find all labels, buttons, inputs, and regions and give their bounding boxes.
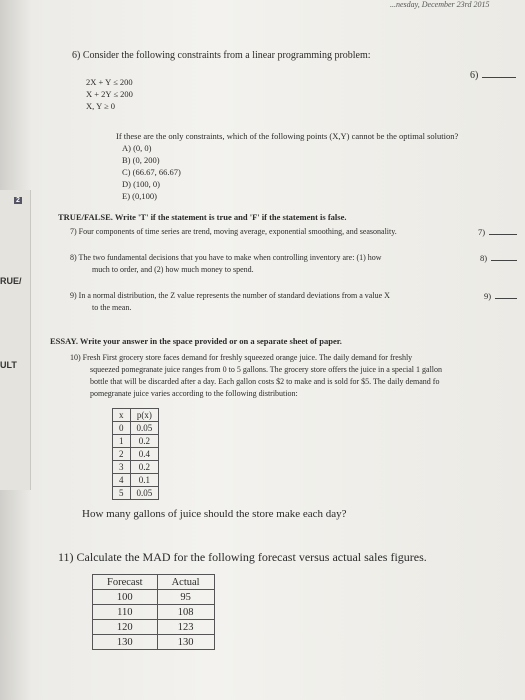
constraint-3: X, Y ≥ 0 — [86, 101, 116, 111]
date-header: ...nesday, December 23rd 2015 — [390, 0, 490, 9]
q7-answer-line — [478, 227, 517, 237]
q6-number: 6) — [470, 70, 479, 81]
q9-answer-line — [484, 291, 517, 301]
option-a: A) (0, 0) — [122, 143, 152, 153]
option-c: C) (66.67, 66.67) — [122, 167, 181, 177]
q7-number: 7) — [478, 227, 486, 237]
adjacent-page — [0, 190, 31, 490]
cell-x: 2 — [113, 448, 131, 461]
q8-text-line1: 8) The two fundamental decisions that you have to make when controlling inventory are: (1) how — [70, 253, 382, 262]
cell-forecast: 110 — [93, 605, 158, 620]
q10-line-3: bottle that will be discarded after a day. Each gallon costs $2 to make and is sold for $5. The daily demand fo — [90, 377, 440, 386]
table-row — [113, 435, 159, 448]
margin-mark: 2 — [16, 197, 20, 204]
constraint-1: 2X + Y ≤ 200 — [86, 77, 133, 87]
q6-stem: 6) Consider the following constraints from a linear programming problem: — [72, 50, 371, 61]
q10-line-1: 10) Fresh First grocery store faces demand for freshly squeezed orange juice. The daily demand for freshly — [70, 353, 413, 362]
prob-header-x: x — [113, 409, 131, 422]
option-d: D) (100, 0) — [122, 179, 161, 189]
cell-actual: 108 — [157, 605, 214, 620]
option-b: B) (0, 200) — [122, 155, 160, 165]
prob-header-row — [113, 409, 159, 422]
table-row — [113, 461, 159, 474]
cell-actual: 130 — [157, 635, 214, 650]
constraint-2: X + 2Y ≤ 200 — [86, 89, 133, 99]
mad-table — [92, 574, 215, 650]
q9-text-line1: 9) In a normal distribution, the Z value represents the number of standard deviations from a value X — [70, 291, 390, 300]
cell-forecast: 100 — [93, 590, 158, 605]
cell-x: 0 — [113, 422, 131, 435]
probability-table — [112, 408, 159, 500]
table-row — [113, 422, 159, 435]
q6-answer-line — [470, 70, 516, 81]
mad-header-row — [93, 575, 215, 590]
cell-actual: 123 — [157, 620, 214, 635]
option-e: E) (0,100) — [122, 191, 157, 201]
q8-answer-line — [480, 253, 517, 263]
table-row — [93, 620, 215, 635]
cell-x: 3 — [113, 461, 131, 474]
cell-px: 0.1 — [130, 474, 159, 487]
q9-number: 9) — [484, 291, 492, 301]
cell-x: 1 — [113, 435, 131, 448]
cell-actual: 95 — [157, 590, 214, 605]
essay-heading: ESSAY. Write your answer in the space provided or on a separate sheet of paper. — [50, 336, 342, 346]
table-row — [93, 635, 215, 650]
table-row — [113, 448, 159, 461]
q7-text: 7) Four components of time series are trend, moving average, exponential smoothing, and seasonality. — [70, 227, 397, 236]
q10-line-2: squeezed pomegranate juice ranges from 0 to 5 gallons. The grocery store offers the juice in a special 1 gallon — [90, 365, 443, 374]
mad-header-forecast: Forecast — [93, 575, 158, 590]
cell-px: 0.05 — [130, 487, 159, 500]
side-label-true: RUE/ — [0, 276, 22, 286]
cell-px: 0.2 — [130, 461, 159, 474]
q6-question: If these are the only constraints, which of the following points (X,Y) cannot be the optimal solution? — [116, 131, 459, 141]
cell-px: 0.05 — [130, 422, 159, 435]
table-row — [93, 605, 215, 620]
cell-px: 0.2 — [130, 435, 159, 448]
prob-header-px: p(x) — [130, 409, 159, 422]
cell-forecast: 130 — [93, 635, 158, 650]
cell-px: 0.4 — [130, 448, 159, 461]
q8-text-line2: much to order, and (2) how much money to spend. — [92, 265, 254, 274]
table-row — [113, 474, 159, 487]
tf-heading: TRUE/FALSE. Write 'T' if the statement is true and 'F' if the statement is false. — [58, 212, 347, 222]
q11-text: 11) Calculate the MAD for the following forecast versus actual sales figures. — [58, 550, 427, 564]
cell-forecast: 120 — [93, 620, 158, 635]
table-row — [113, 487, 159, 500]
q10-question: How many gallons of juice should the store make each day? — [82, 508, 347, 520]
q8-number: 8) — [480, 253, 488, 263]
side-label-ult: ULT — [0, 360, 17, 370]
mad-header-actual: Actual — [157, 575, 214, 590]
q9-text-line2: to the mean. — [92, 303, 132, 312]
table-row — [93, 590, 215, 605]
cell-x: 4 — [113, 474, 131, 487]
cell-x: 5 — [113, 487, 131, 500]
q10-line-4: pomegranate juice varies according to the following distribution: — [90, 389, 298, 398]
